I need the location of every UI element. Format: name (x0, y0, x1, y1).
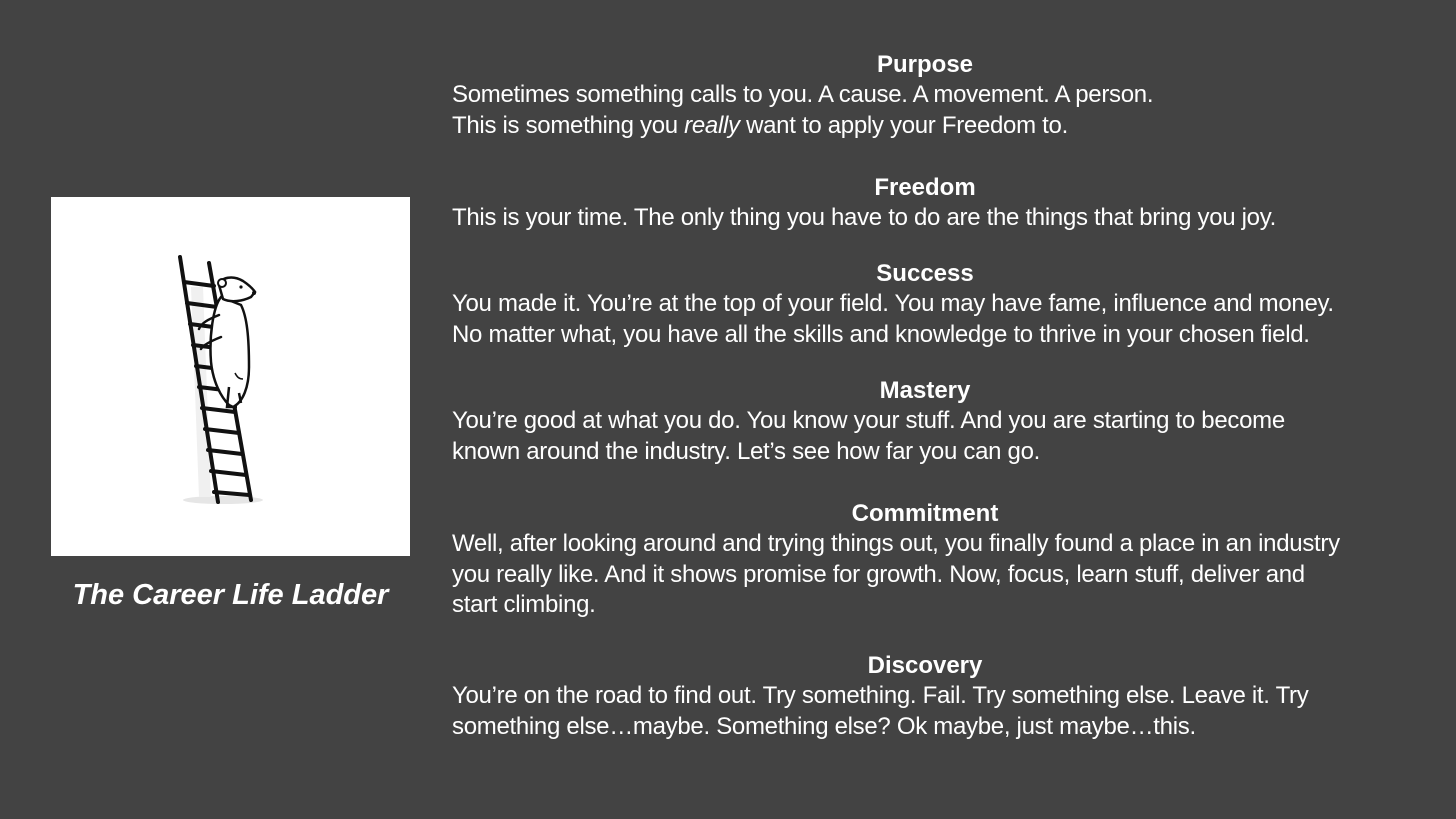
stage-title-commitment: Commitment (851, 500, 999, 527)
stage-title-success: Success (876, 260, 974, 287)
stage-freedom (452, 173, 1412, 234)
stage-description-purpose (452, 80, 1412, 141)
stage-mastery (452, 376, 1412, 467)
stage-commitment-line-3: start climbing. (452, 591, 596, 618)
stage-commitment-line-1: Well, after looking around and trying things out, you finally found a place in an industry (452, 530, 1340, 557)
stage-purpose-line-2-start: This is something you (452, 111, 685, 139)
stage-title-freedom: Freedom (874, 174, 976, 201)
stage-title-mastery: Mastery (879, 377, 971, 404)
stage-discovery (452, 651, 1412, 742)
stage-success-line-1: You made it. You’re at the top of your field. You may have fame, influence and money. (452, 290, 1334, 317)
stage-purpose-line-2 (452, 111, 1412, 142)
stage-description-success (452, 289, 1412, 350)
stage-title-purpose: Purpose (876, 51, 974, 78)
stage-purpose-line-1: Sometimes something calls to you. A cause. A movement. A person. (452, 81, 1154, 108)
stage-mastery-line-1: You’re good at what you do. You know your stuff. And you are starting to become (452, 407, 1285, 434)
bear-ladder-illustration (51, 197, 410, 556)
stage-success-line-2: No matter what, you have all the skills and knowledge to thrive in your chosen field. (452, 320, 1310, 348)
stage-mastery-line-2: known around the industry. Let’s see how far you can go. (452, 437, 1041, 465)
stage-description-discovery (452, 681, 1412, 742)
stage-commitment-line-2: you really like. And it shows promise for growth. Now, focus, learn stuff, deliver and (452, 560, 1305, 588)
stage-description-mastery (452, 406, 1412, 467)
stage-purpose (452, 50, 1412, 141)
stage-freedom-line-1: This is your time. The only thing you have to do are the things that bring you joy. (452, 204, 1277, 231)
illustration-caption: The Career Life Ladder (72, 579, 389, 611)
polar-bear-ladder-icon (51, 197, 410, 556)
stage-title-discovery: Discovery (867, 652, 983, 679)
stage-purpose-emphasis: really (684, 111, 740, 139)
stage-description-freedom (452, 203, 1412, 234)
stage-discovery-line-2: something else…maybe. Something else? Ok maybe, just maybe…this. (452, 712, 1196, 740)
stage-purpose-line-2-end: want to apply your Freedom to. (739, 111, 1068, 139)
stage-success (452, 259, 1412, 350)
stage-commitment (452, 499, 1412, 621)
stage-discovery-line-1: You’re on the road to find out. Try something. Fail. Try something else. Leave it. Try (452, 682, 1309, 709)
stage-description-commitment (452, 529, 1412, 621)
